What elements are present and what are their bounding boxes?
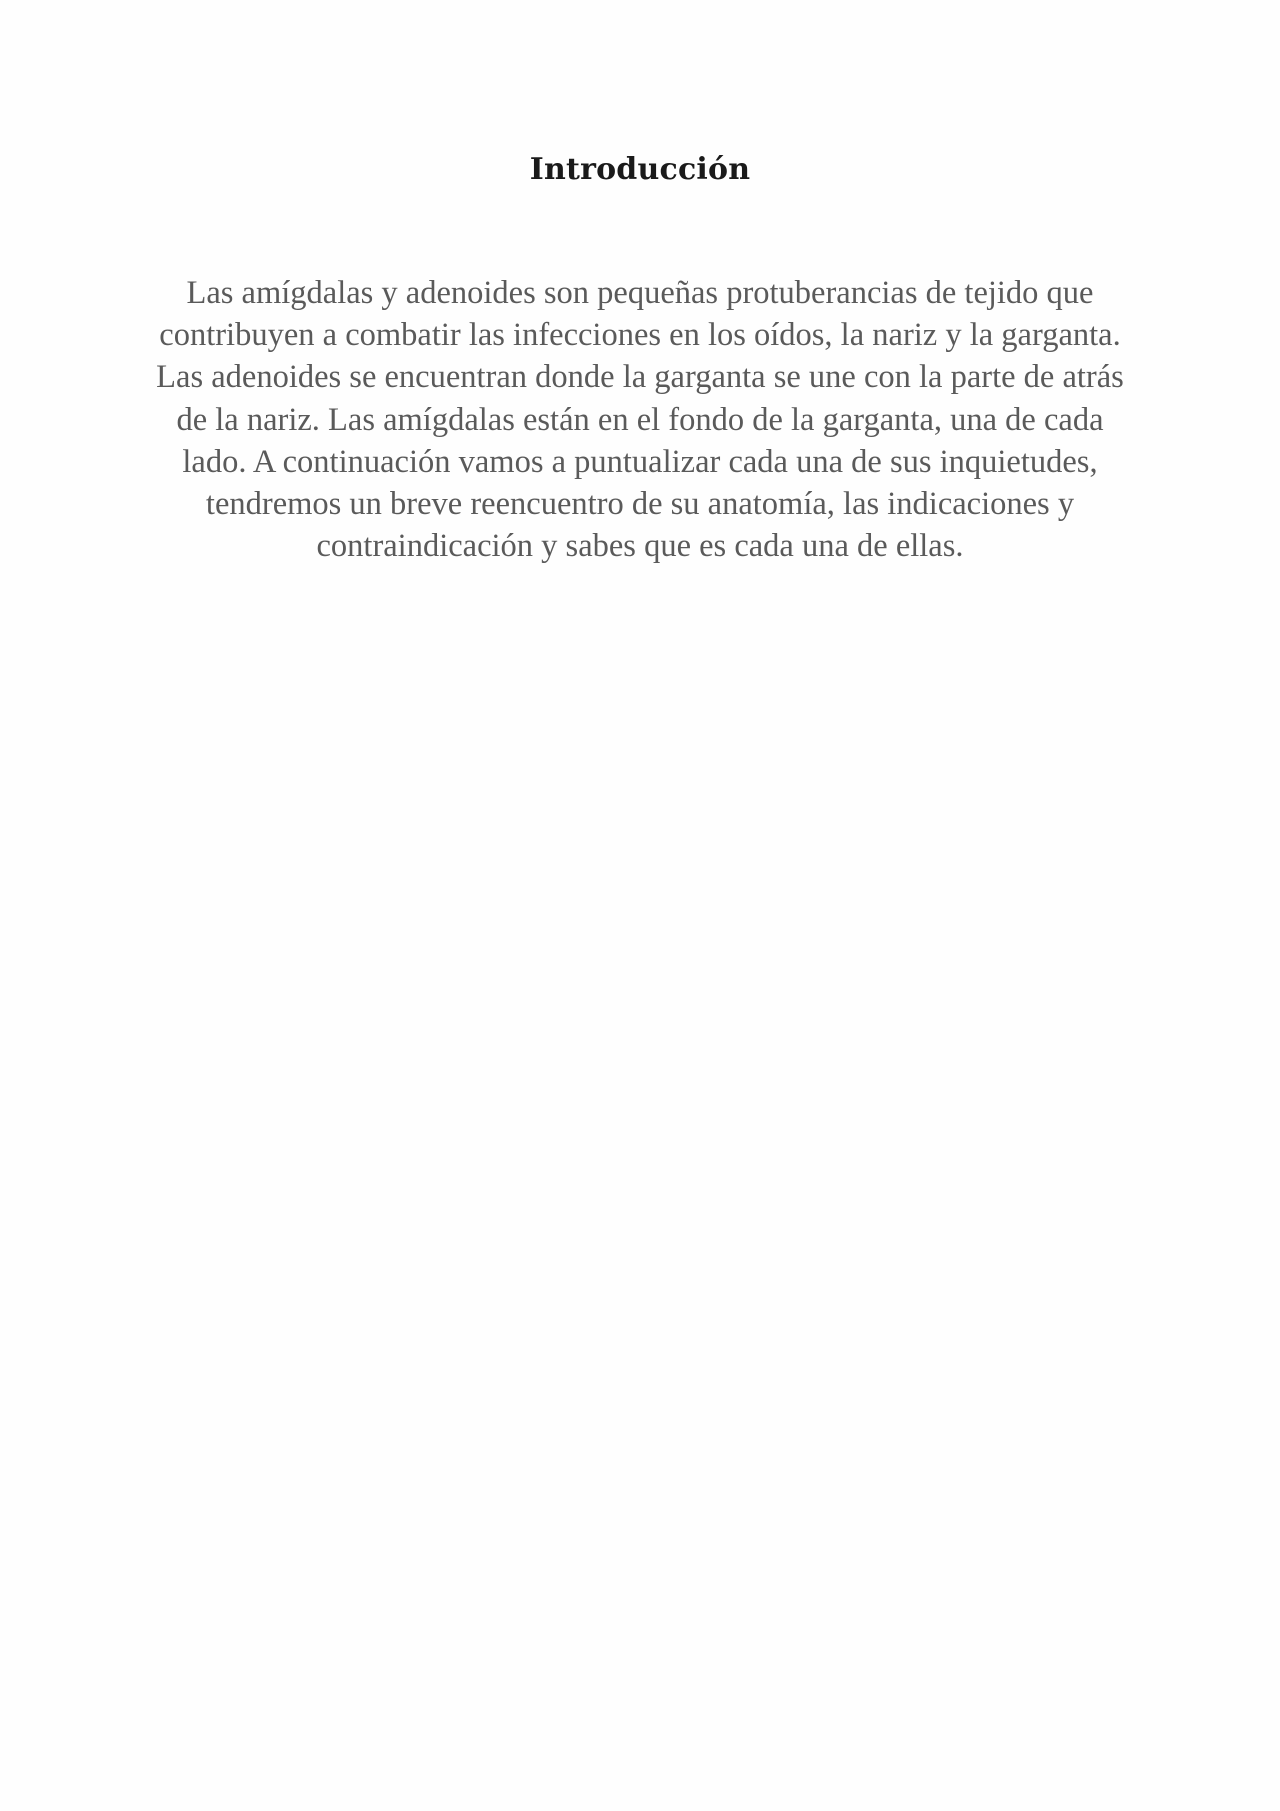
intro-paragraph: Las amígdalas y adenoides son pequeñas protuberancias de tejido que contribuyen a combatir las infecciones en los oídos, la nariz y la garganta. Las adenoides se encuentran donde la garganta se une con la parte de atrás de la nariz. Las amígdalas están en el fondo de la garganta, una de cada lado. A continuación vamos a puntualizar cada una de sus inquietudes, tendremos un breve reencuentro de su anatomía, las indicaciones y contraindicación y sabes que es cada una de ellas. <box>156 275 1124 565</box>
page-title: Introducción <box>529 152 751 187</box>
